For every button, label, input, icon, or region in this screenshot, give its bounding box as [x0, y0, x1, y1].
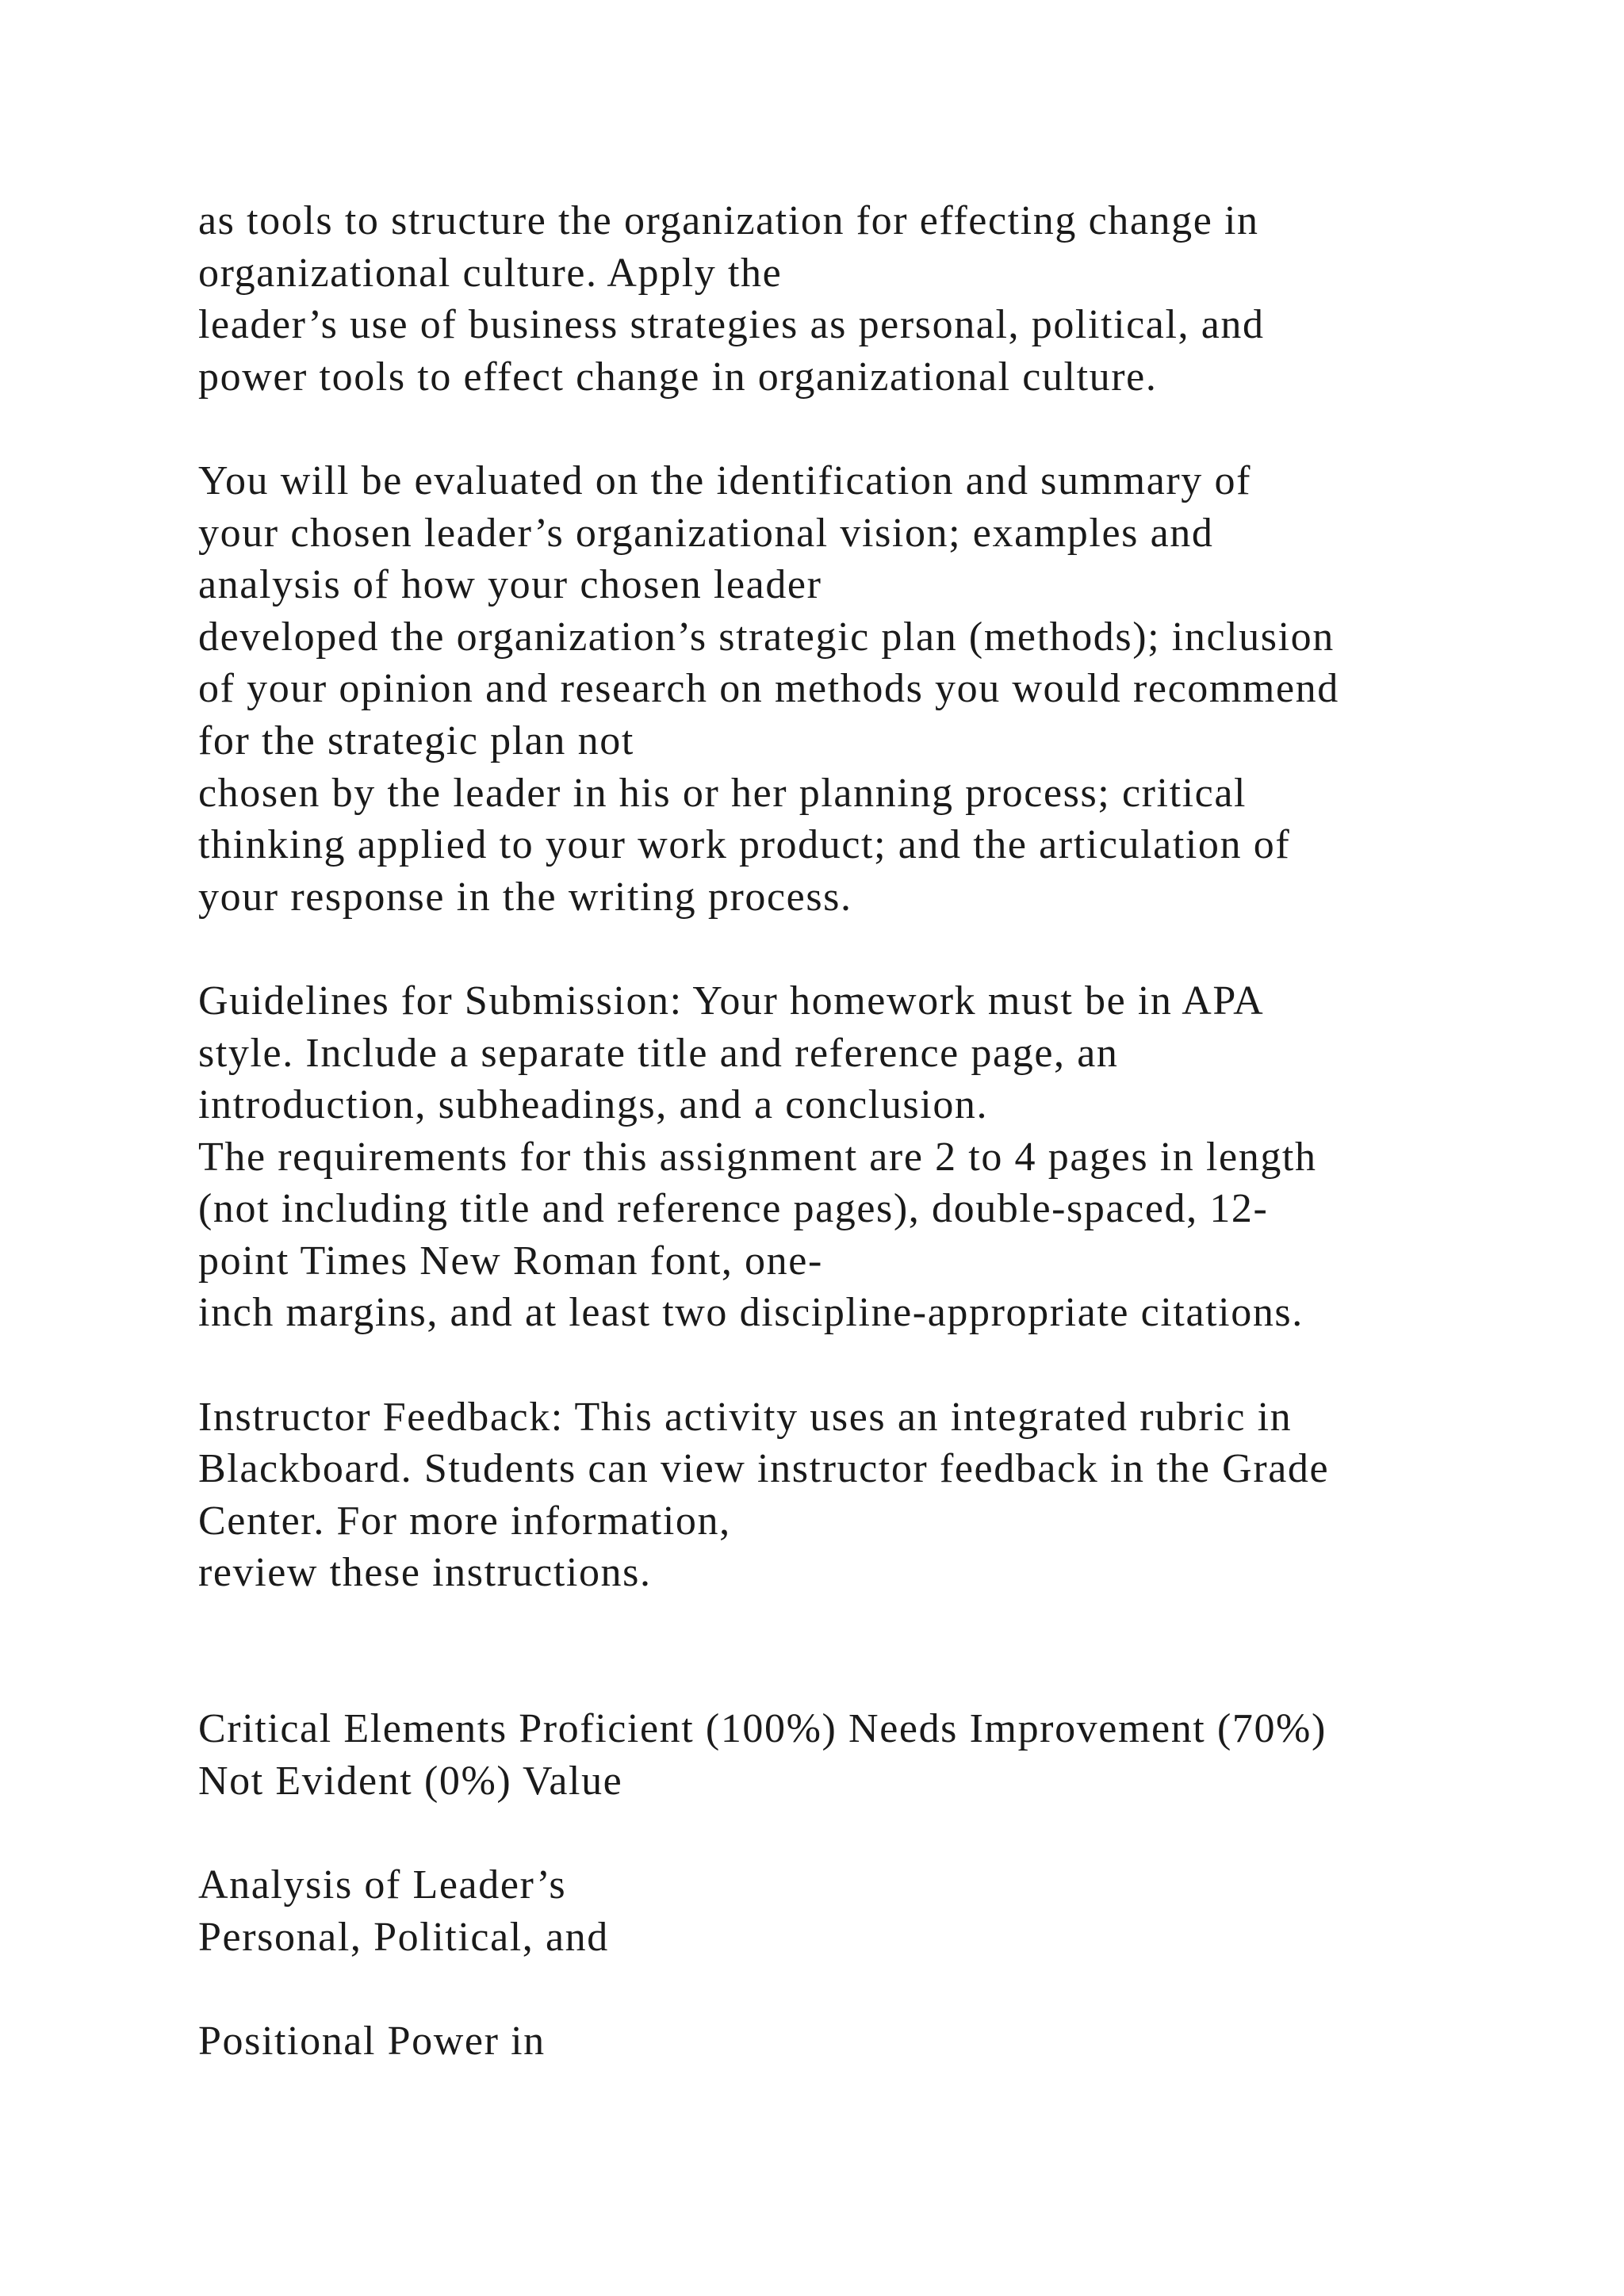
- text-line: Analysis of Leader’s: [198, 1862, 567, 1908]
- paragraph-instructor-feedback: [198, 1391, 1507, 1599]
- text-line: Instructor Feedback: This activity uses an integrated rubric in: [198, 1394, 1293, 1440]
- text-line: The requirements for this assignment are 2 to 4 pages in length: [198, 1134, 1317, 1180]
- text-line: You will be evaluated on the identification and summary of: [198, 457, 1252, 503]
- paragraph-evaluation: [198, 455, 1507, 923]
- text-line: thinking applied to your work product; and the articulation of: [198, 822, 1291, 868]
- text-line: Personal, Political, and: [198, 1914, 609, 1960]
- text-line: Blackboard. Students can view instructor feedback in the Grade: [198, 1446, 1330, 1492]
- text-line: style. Include a separate title and reference page, an: [198, 1030, 1119, 1076]
- text-line: Positional Power in: [198, 2018, 546, 2064]
- text-line: developed the organization’s strategic plan (methods); inclusion: [198, 614, 1335, 660]
- text-line: Critical Elements Proficient (100%) Needs Improvement (70%): [198, 1706, 1327, 1752]
- text-line: your response in the writing process.: [198, 874, 852, 920]
- paragraph-apply-strategies: [198, 195, 1507, 403]
- text-line: power tools to effect change in organizational culture.: [198, 354, 1158, 400]
- text-line: inch margins, and at least two discipline-appropriate citations.: [198, 1290, 1304, 1336]
- rubric-criterion-label: [198, 1859, 1507, 1963]
- text-line: Not Evident (0%) Value: [198, 1758, 623, 1804]
- text-line: analysis of how your chosen leader: [198, 562, 822, 608]
- document-body: [198, 195, 1507, 2119]
- text-line: Guidelines for Submission: Your homework must be in APA: [198, 978, 1265, 1024]
- text-line: point Times New Roman font, one-: [198, 1238, 823, 1284]
- text-line: introduction, subheadings, and a conclusion.: [198, 1082, 989, 1128]
- text-line: Center. For more information,: [198, 1498, 731, 1544]
- text-line: for the strategic plan not: [198, 718, 634, 763]
- text-line: leader’s use of business strategies as personal, political, and: [198, 302, 1265, 348]
- text-line: of your opinion and research on methods you would recommend: [198, 666, 1339, 712]
- paragraph-submission-guidelines: [198, 975, 1507, 1339]
- text-line: organizational culture. Apply the: [198, 250, 783, 296]
- text-line: review these instructions.: [198, 1550, 652, 1596]
- rubric-header: [198, 1703, 1507, 1807]
- rubric-criterion-continued: [198, 2015, 1507, 2068]
- text-line: chosen by the leader in his or her planning process; critical: [198, 770, 1247, 816]
- text-line: (not including title and reference pages), double-spaced, 12-: [198, 1186, 1269, 1232]
- text-line: as tools to structure the organization for effecting change in: [198, 198, 1259, 243]
- blank-spacer: [198, 1651, 1507, 1704]
- text-line: your chosen leader’s organizational vision; examples and: [198, 510, 1214, 556]
